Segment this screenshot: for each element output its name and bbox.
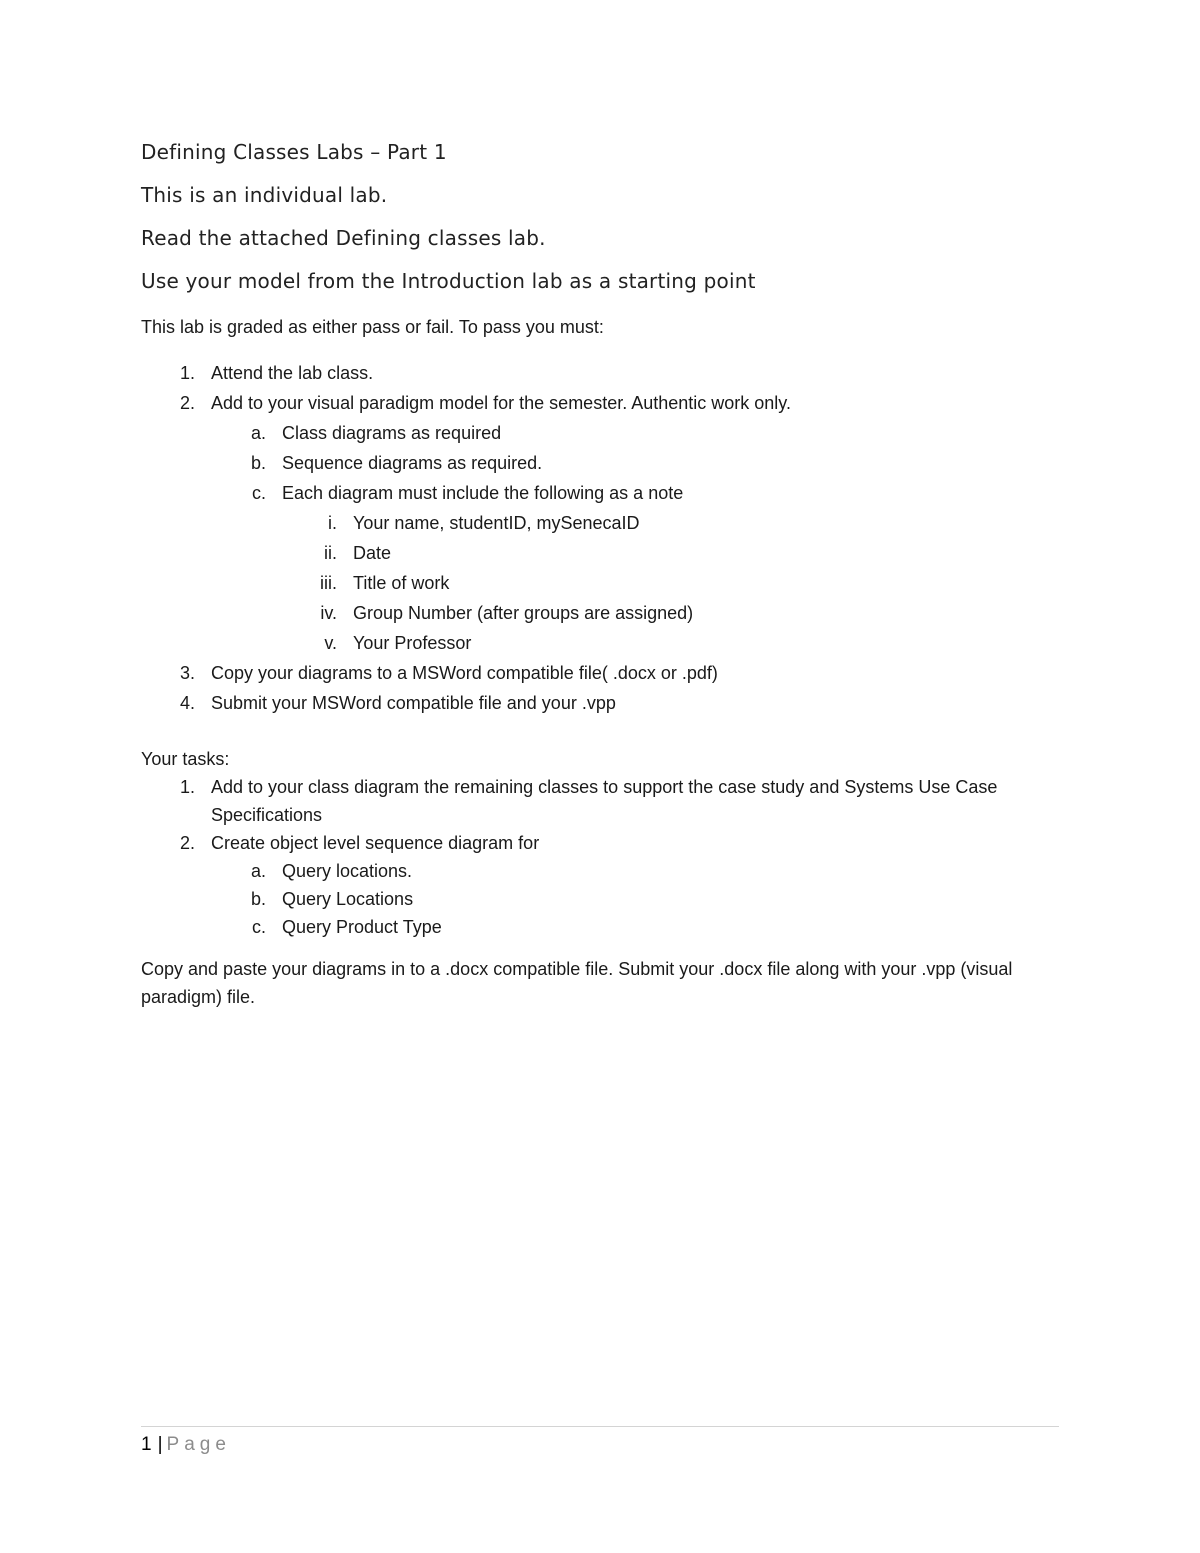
list-letter: a. (250, 423, 266, 443)
list-item (179, 387, 1071, 657)
list-item (320, 597, 1071, 627)
list-number: 4. (179, 693, 195, 713)
list-item-text: Copy your diagrams to a MSWord compatible file( .docx or .pdf) (211, 663, 718, 683)
list-item (179, 657, 1071, 687)
list-letter: b. (250, 453, 266, 473)
list-item-text: Attend the lab class. (211, 363, 374, 383)
list-item-text: Create object level sequence diagram for (211, 833, 540, 853)
list-item-text: Submit your MSWord compatible file and your .vpp (211, 693, 616, 713)
list-number: 1. (179, 777, 195, 797)
list-letter: c. (251, 483, 266, 503)
list-item (250, 447, 1071, 477)
list-item-text: Class diagrams as required (282, 423, 502, 443)
list-item-text: Sequence diagrams as required. (282, 453, 543, 473)
list-number: 2. (179, 833, 195, 853)
list-item (250, 885, 1071, 913)
footer-divider (141, 1426, 1059, 1427)
individual-lab-note: This is an individual lab. (141, 183, 388, 207)
list-item-text: Your name, studentID, mySenecaID (353, 513, 640, 533)
list-item-text: Add to your visual paradigm model for the semester. Authentic work only. (211, 393, 791, 413)
list-roman: ii. (324, 543, 337, 563)
list-item-text: Each diagram must include the following as a note (282, 483, 684, 503)
list-item-text: Query Product Type (282, 917, 442, 937)
note-contents-sublist (282, 507, 1071, 657)
requirements-list (141, 357, 1071, 717)
page-footer (141, 1432, 231, 1458)
list-item (251, 913, 1071, 941)
list-roman: v. (324, 633, 337, 653)
diagram-requirements-sublist (211, 417, 1071, 657)
starting-point-note: Use your model from the Introduction lab as a starting point (141, 269, 756, 293)
list-item-text: Add to your class diagram the remaining classes to support the case study and Systems Use Case Specifications (211, 777, 998, 825)
list-roman: iv. (320, 603, 337, 623)
sequence-diagrams-sublist (211, 857, 1071, 941)
list-item-text: Date (353, 543, 392, 563)
list-item (179, 687, 1071, 717)
list-item (328, 507, 1071, 537)
list-item (250, 417, 1071, 447)
list-roman: i. (328, 513, 337, 533)
list-item-text: Your Professor (353, 633, 472, 653)
list-item (320, 567, 1071, 597)
grading-intro: This lab is graded as either pass or fail. To pass you must: (141, 317, 604, 337)
page-number: 1 (141, 1434, 152, 1455)
list-item (250, 857, 1071, 885)
tasks-label: Your tasks: (141, 749, 230, 769)
list-item (324, 537, 1071, 567)
list-item (179, 829, 1071, 941)
list-letter: a. (250, 861, 266, 881)
list-item (179, 357, 1071, 387)
list-item (324, 627, 1071, 657)
list-letter: c. (251, 917, 266, 937)
page-label: Page (166, 1434, 231, 1455)
document-title: Defining Classes Labs – Part 1 (141, 140, 447, 164)
list-item (179, 773, 1071, 829)
list-item-text: Group Number (after groups are assigned) (353, 603, 694, 623)
list-number: 3. (179, 663, 195, 683)
list-item-text: Query Locations (282, 889, 414, 909)
list-number: 1. (179, 363, 195, 383)
list-number: 2. (179, 393, 195, 413)
list-item (251, 477, 1071, 657)
list-item-text: Query locations. (282, 861, 413, 881)
closing-paragraph: Copy and paste your diagrams in to a .docx compatible file. Submit your .docx file along with your .vpp (visual paradigm) file. (141, 959, 1013, 1007)
list-item-text: Title of work (353, 573, 450, 593)
read-lab-note: Read the attached Defining classes lab. (141, 226, 546, 250)
list-roman: iii. (320, 573, 337, 593)
tasks-list (141, 773, 1071, 941)
footer-separator: | (157, 1434, 163, 1455)
document-body (141, 138, 1071, 1011)
list-letter: b. (250, 889, 266, 909)
